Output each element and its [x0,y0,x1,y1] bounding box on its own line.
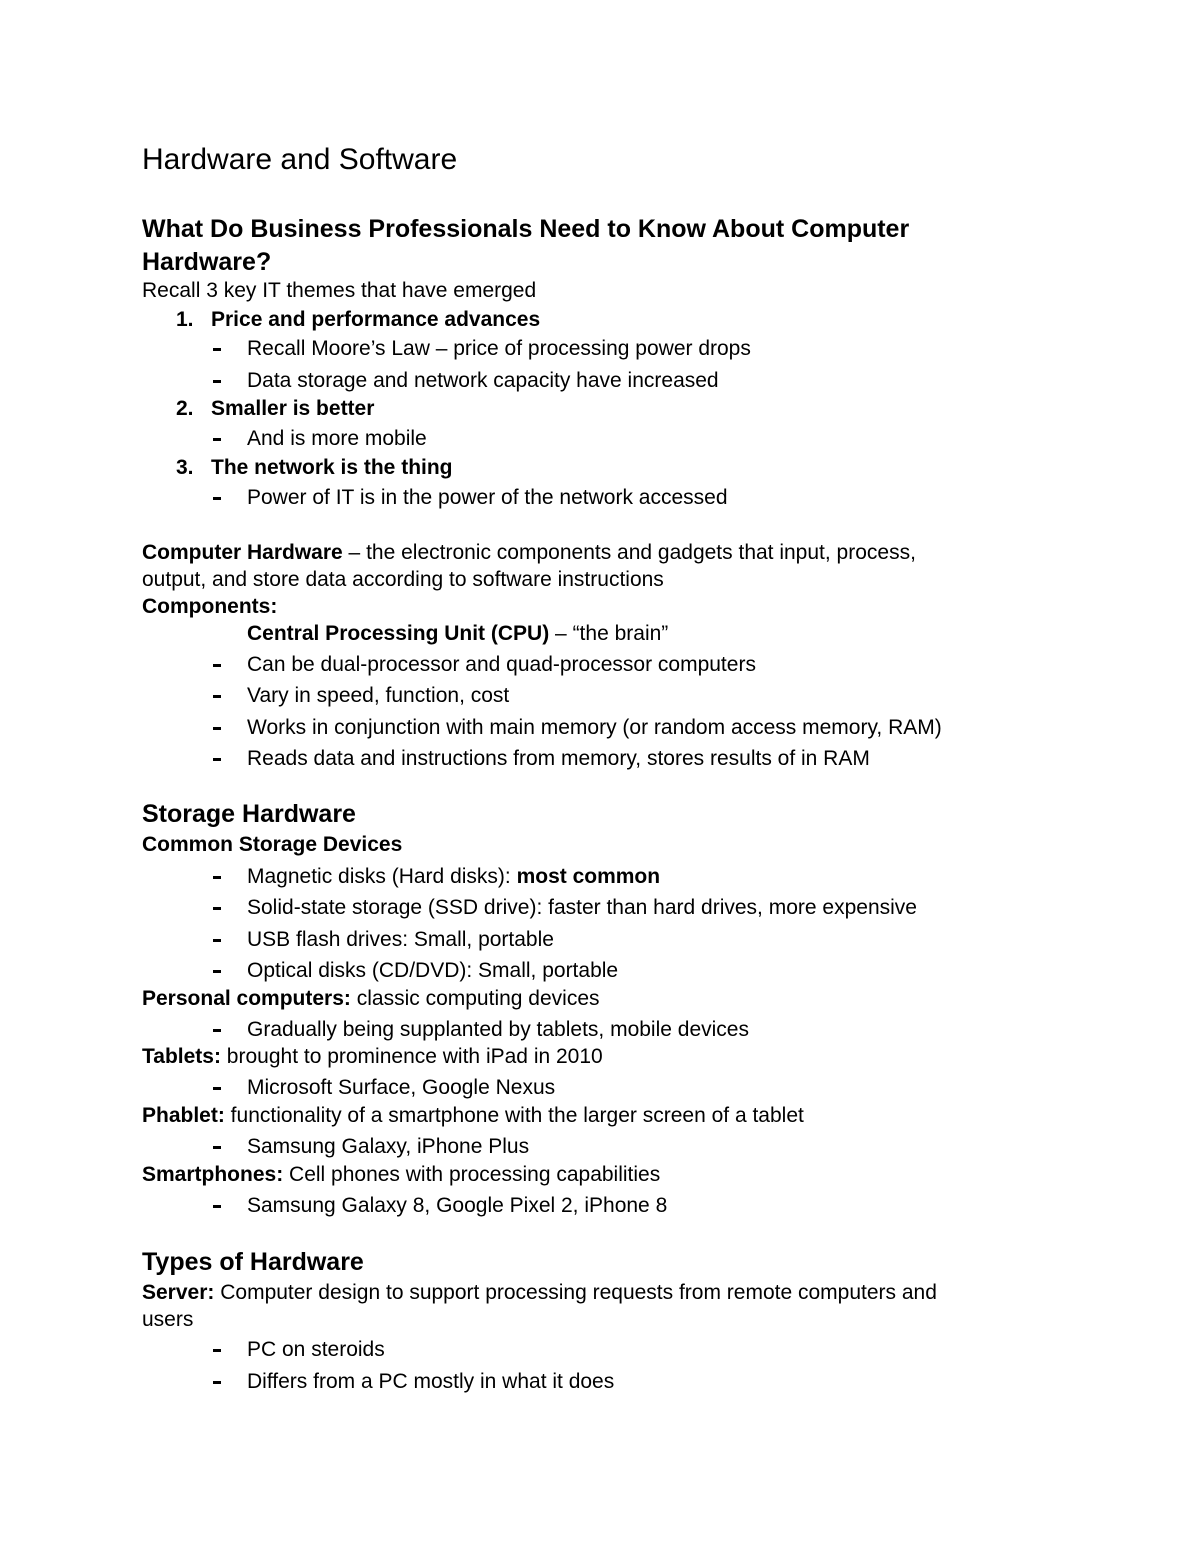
cpu-line [247,623,668,644]
bullet-dash [213,1205,221,1208]
list-item: Optical disks (CD/DVD): Small, portable [247,959,619,982]
list-item: Samsung Galaxy, iPhone Plus [247,1135,530,1158]
bullet-dash [213,970,221,973]
bullet-dash [213,758,221,761]
term-desc: classic computing devices [350,987,600,1010]
bullet-dash [213,380,221,383]
list-item-label: Smaller is better [211,397,375,420]
bullet-dash [213,664,221,667]
definition-paragraph [142,542,916,563]
section-heading: Hardware? [142,248,272,276]
list-item-label: The network is the thing [211,456,453,479]
term-line [142,1282,937,1303]
section-heading: Storage Hardware [142,800,356,828]
list-item: Solid-state storage (SSD drive): faster than hard drives, more expensive [247,896,917,919]
list-number: 1. [176,308,194,331]
list-item: PC on steroids [247,1338,385,1361]
cpu-desc: – “the brain” [549,622,669,645]
list-number: 3. [176,456,194,479]
term: Server: [142,1281,215,1304]
definition-term: Computer Hardware [142,541,343,564]
bullet-dash [213,1146,221,1149]
term: Tablets: [142,1045,221,1068]
bullet-dash [213,1029,221,1032]
bullet-dash [213,1087,221,1090]
bullet-dash [213,695,221,698]
cpu-term: Central Processing Unit (CPU) [247,622,550,645]
term-desc: Cell phones with processing capabilities [283,1163,661,1186]
list-item: Works in conjunction with main memory (or random access memory, RAM) [247,716,942,739]
section-heading: What Do Business Professionals Need to Know About Computer [142,215,910,243]
bullet-dash [213,1381,221,1384]
term: Smartphones: [142,1163,284,1186]
components-label: Components: [142,595,278,618]
term-desc: Computer design to support processing requests from remote computers and [214,1281,937,1304]
list-item: Recall Moore’s Law – price of processing power drops [247,337,751,360]
list-item: And is more mobile [247,427,427,450]
list-item: Differs from a PC mostly in what it does [247,1370,615,1393]
bullet-dash [213,1349,221,1352]
list-item-text: Magnetic disks (Hard disks): [247,865,517,888]
section-heading: Types of Hardware [142,1248,364,1276]
intro-text: Recall 3 key IT themes that have emerged [142,279,537,302]
list-item-emphasis: most common [516,865,661,888]
subheading: Common Storage Devices [142,833,403,856]
term-line [142,1046,603,1067]
term: Phablet: [142,1104,225,1127]
list-item: Can be dual-processor and quad-processor computers [247,653,756,676]
list-item-label: Price and performance advances [211,308,541,331]
list-item: Gradually being supplanted by tablets, mobile devices [247,1018,749,1041]
term: Personal computers: [142,987,351,1010]
term-desc: brought to prominence with iPad in 2010 [220,1045,603,1068]
bullet-dash [213,438,221,441]
bullet-dash [213,907,221,910]
list-item: Microsoft Surface, Google Nexus [247,1076,556,1099]
bullet-dash [213,497,221,500]
list-item [247,866,660,887]
bullet-dash [213,348,221,351]
list-item: Samsung Galaxy 8, Google Pixel 2, iPhone 8 [247,1194,668,1217]
bullet-dash [213,939,221,942]
bullet-dash [213,727,221,730]
document-title: Hardware and Software [142,143,458,176]
bullet-dash [213,876,221,879]
term-desc: functionality of a smartphone with the larger screen of a tablet [224,1104,804,1127]
term-desc: users [142,1308,194,1331]
list-item: Vary in speed, function, cost [247,684,510,707]
list-item: Reads data and instructions from memory, stores results of in RAM [247,747,870,770]
term-line [142,988,600,1009]
definition-text: – the electronic components and gadgets that input, process, [342,541,916,564]
list-number: 2. [176,397,194,420]
definition-text: output, and store data according to software instructions [142,568,664,591]
term-line [142,1105,804,1126]
list-item: USB flash drives: Small, portable [247,928,554,951]
term-line [142,1164,660,1185]
list-item: Power of IT is in the power of the network accessed [247,486,728,509]
list-item: Data storage and network capacity have increased [247,369,719,392]
